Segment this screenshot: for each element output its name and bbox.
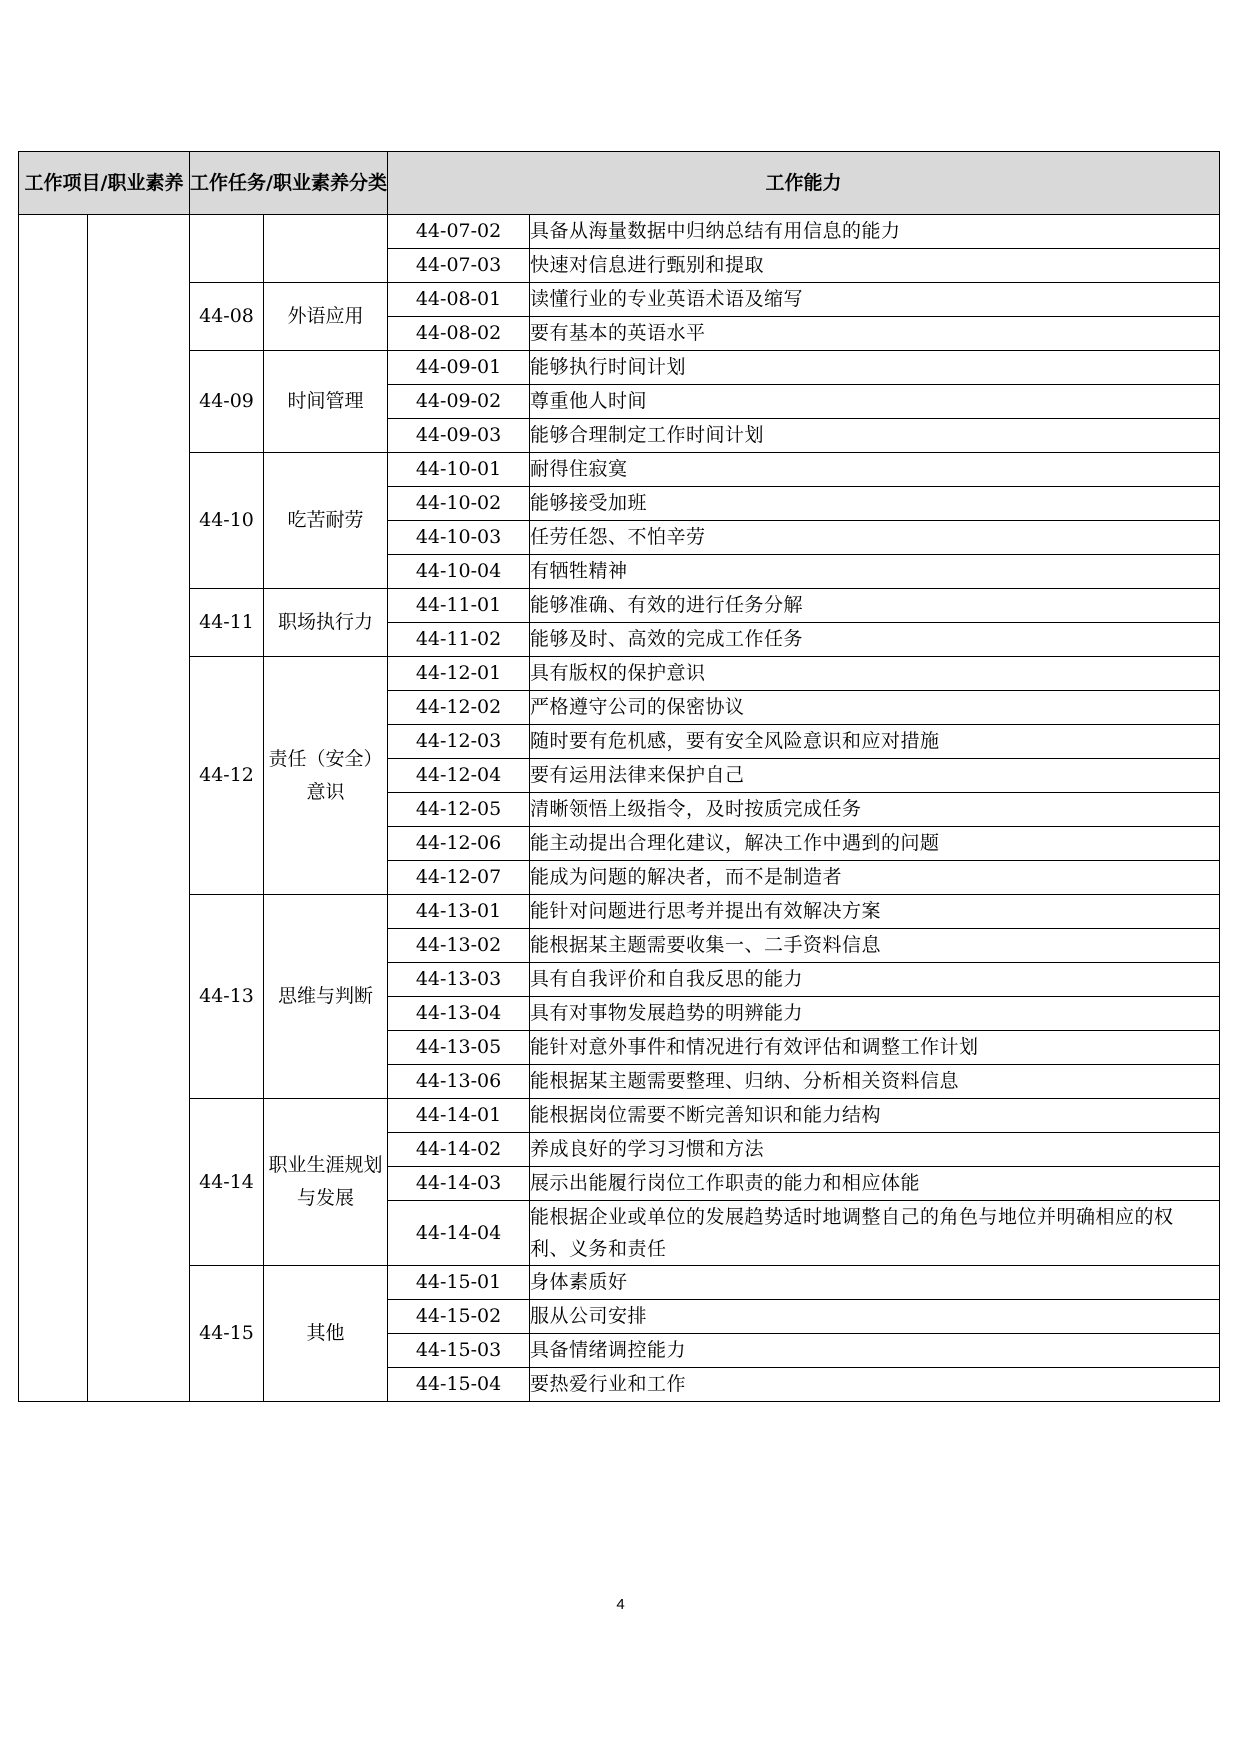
ability-text: 具有自我评价和自我反思的能力 [530, 963, 1220, 997]
category-name: 外语应用 [264, 283, 388, 351]
category-name: 时间管理 [264, 351, 388, 453]
ability-text: 读懂行业的专业英语术语及缩写 [530, 283, 1220, 317]
ability-code: 44-10-01 [388, 453, 530, 487]
category-name [264, 215, 388, 283]
header-task: 工作任务/职业素养分类 [190, 152, 388, 215]
header-ability: 工作能力 [388, 152, 1220, 215]
ability-text: 具备情绪调控能力 [530, 1334, 1220, 1368]
category-code [190, 215, 264, 283]
ability-code: 44-13-04 [388, 997, 530, 1031]
ability-code: 44-07-03 [388, 249, 530, 283]
ability-text: 能根据某主题需要收集一、二手资料信息 [530, 929, 1220, 963]
ability-text: 能针对意外事件和情况进行有效评估和调整工作计划 [530, 1031, 1220, 1065]
ability-text: 任劳任怨、不怕辛劳 [530, 521, 1220, 555]
ability-code: 44-12-02 [388, 691, 530, 725]
ability-code: 44-12-07 [388, 861, 530, 895]
ability-text: 要有基本的英语水平 [530, 317, 1220, 351]
category-code: 44-08 [190, 283, 264, 351]
ability-code: 44-15-04 [388, 1368, 530, 1402]
ability-code: 44-13-03 [388, 963, 530, 997]
ability-text: 身体素质好 [530, 1266, 1220, 1300]
table-row [19, 453, 1220, 487]
category-name: 其他 [264, 1266, 388, 1402]
category-name: 职业生涯规划与发展 [264, 1099, 388, 1266]
ability-code: 44-14-01 [388, 1099, 530, 1133]
ability-text: 清晰领悟上级指令，及时按质完成任务 [530, 793, 1220, 827]
ability-text: 能够接受加班 [530, 487, 1220, 521]
project-sub-cell [88, 215, 190, 1402]
ability-code: 44-10-03 [388, 521, 530, 555]
ability-text: 能根据企业或单位的发展趋势适时地调整自己的角色与地位并明确相应的权利、义务和责任 [530, 1201, 1220, 1266]
ability-code: 44-13-05 [388, 1031, 530, 1065]
table-body [19, 215, 1220, 1402]
ability-code: 44-11-01 [388, 589, 530, 623]
ability-text: 具有对事物发展趋势的明辨能力 [530, 997, 1220, 1031]
ability-code: 44-13-06 [388, 1065, 530, 1099]
ability-code: 44-12-01 [388, 657, 530, 691]
ability-text: 随时要有危机感，要有安全风险意识和应对措施 [530, 725, 1220, 759]
ability-code: 44-10-04 [388, 555, 530, 589]
category-code: 44-15 [190, 1266, 264, 1402]
ability-code: 44-15-02 [388, 1300, 530, 1334]
ability-text: 能够合理制定工作时间计划 [530, 419, 1220, 453]
ability-code: 44-13-01 [388, 895, 530, 929]
category-code: 44-14 [190, 1099, 264, 1266]
category-code: 44-12 [190, 657, 264, 895]
category-code: 44-10 [190, 453, 264, 589]
ability-text: 快速对信息进行甄别和提取 [530, 249, 1220, 283]
ability-code: 44-15-03 [388, 1334, 530, 1368]
ability-code: 44-13-02 [388, 929, 530, 963]
table-row [19, 895, 1220, 929]
header-project: 工作项目/职业素养 [19, 152, 190, 215]
ability-code: 44-08-01 [388, 283, 530, 317]
ability-text: 能针对问题进行思考并提出有效解决方案 [530, 895, 1220, 929]
ability-text: 具备从海量数据中归纳总结有用信息的能力 [530, 215, 1220, 249]
ability-text: 要有运用法律来保护自己 [530, 759, 1220, 793]
ability-code: 44-14-04 [388, 1201, 530, 1266]
table-row [19, 351, 1220, 385]
table-row [19, 215, 1220, 249]
ability-text: 能主动提出合理化建议，解决工作中遇到的问题 [530, 827, 1220, 861]
ability-code: 44-09-01 [388, 351, 530, 385]
ability-code: 44-14-02 [388, 1133, 530, 1167]
project-cell [19, 215, 88, 1402]
page-number: 4 [616, 1596, 625, 1613]
ability-text: 尊重他人时间 [530, 385, 1220, 419]
category-name: 职场执行力 [264, 589, 388, 657]
ability-code: 44-08-02 [388, 317, 530, 351]
ability-text: 能成为问题的解决者，而不是制造者 [530, 861, 1220, 895]
category-name: 思维与判断 [264, 895, 388, 1099]
category-code: 44-13 [190, 895, 264, 1099]
ability-code: 44-14-03 [388, 1167, 530, 1201]
ability-text: 有牺牲精神 [530, 555, 1220, 589]
ability-text: 能够准确、有效的进行任务分解 [530, 589, 1220, 623]
ability-text: 养成良好的学习习惯和方法 [530, 1133, 1220, 1167]
ability-text: 能根据某主题需要整理、归纳、分析相关资料信息 [530, 1065, 1220, 1099]
ability-code: 44-12-04 [388, 759, 530, 793]
ability-text: 能够及时、高效的完成工作任务 [530, 623, 1220, 657]
table-row [19, 1266, 1220, 1300]
ability-code: 44-09-03 [388, 419, 530, 453]
table-row [19, 1099, 1220, 1133]
ability-code: 44-15-01 [388, 1266, 530, 1300]
ability-code: 44-12-06 [388, 827, 530, 861]
ability-text: 能够执行时间计划 [530, 351, 1220, 385]
ability-code: 44-09-02 [388, 385, 530, 419]
ability-text: 具有版权的保护意识 [530, 657, 1220, 691]
header-row [19, 152, 1220, 215]
ability-code: 44-11-02 [388, 623, 530, 657]
table-row [19, 589, 1220, 623]
ability-text: 服从公司安排 [530, 1300, 1220, 1334]
table-row [19, 657, 1220, 691]
ability-code: 44-12-05 [388, 793, 530, 827]
ability-text: 能根据岗位需要不断完善知识和能力结构 [530, 1099, 1220, 1133]
ability-text: 要热爱行业和工作 [530, 1368, 1220, 1402]
category-code: 44-09 [190, 351, 264, 453]
ability-code: 44-10-02 [388, 487, 530, 521]
competency-table [18, 151, 1220, 1402]
ability-text: 耐得住寂寞 [530, 453, 1220, 487]
ability-text: 展示出能履行岗位工作职责的能力和相应体能 [530, 1167, 1220, 1201]
ability-text: 严格遵守公司的保密协议 [530, 691, 1220, 725]
table-row [19, 283, 1220, 317]
ability-code: 44-12-03 [388, 725, 530, 759]
category-code: 44-11 [190, 589, 264, 657]
ability-code: 44-07-02 [388, 215, 530, 249]
category-name: 吃苦耐劳 [264, 453, 388, 589]
category-name: 责任（安全）意识 [264, 657, 388, 895]
